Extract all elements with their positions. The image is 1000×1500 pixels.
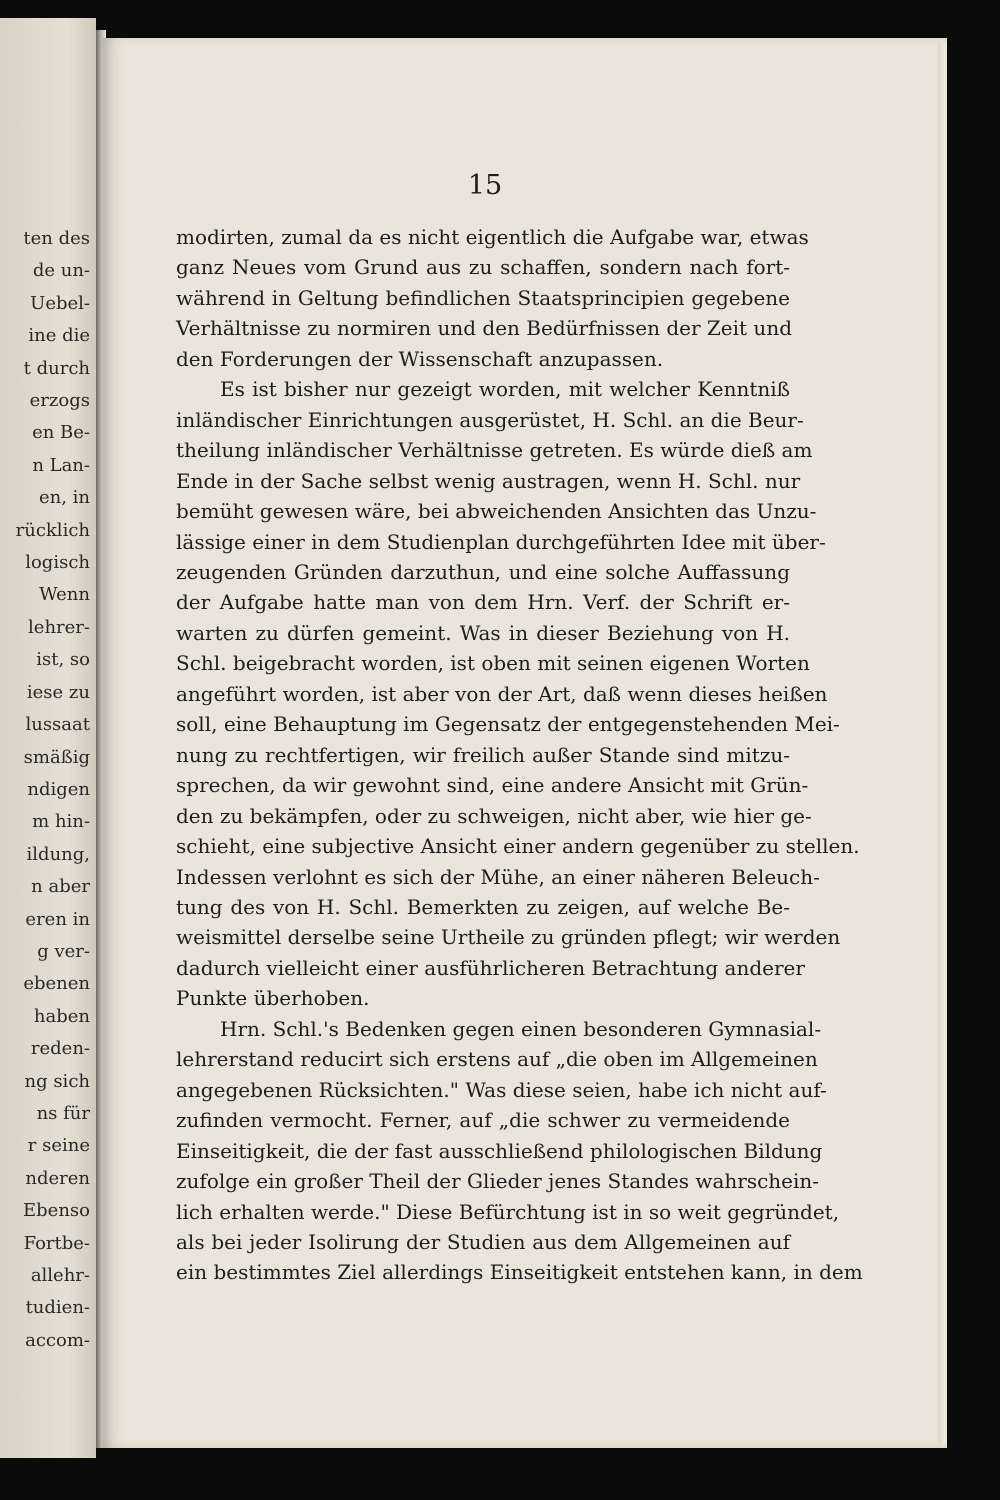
text-line: tung des von H. Schl. Bemerkten zu zeigen, auf welche Be- [176,894,790,919]
left-page-fragment: en Be- [32,422,90,444]
left-page-fragment: Wenn [39,584,90,606]
text-line: den Forderungen der Wissenschaft anzupassen. [176,346,664,371]
text-line: ein bestimmtes Ziel allerdings Einseitigkeit entstehen kann, in dem [176,1260,863,1285]
text-line: modirten, zumal da es nicht eigentlich die Aufgabe war, etwas [176,225,809,249]
left-page-fragment: allehr- [30,1265,90,1286]
text-line: schieht, eine subjective Ansicht einer andern gegenüber zu stellen. [176,834,860,859]
left-page-fragment: Fortbe- [23,1232,90,1254]
left-page-fragment: ebenen [23,973,90,995]
text-line: theilung inländischer Verhältnisse getreten. Es würde dieß am [176,438,813,463]
text-line: Punkte überhoben. [176,986,370,1011]
left-page-fragment: iese zu [26,681,90,703]
text-line: Indessen verlohnt es sich der Mühe, an einer näheren Beleuch- [176,864,820,889]
left-page-fragment: accom- [25,1329,90,1351]
text-line: Es ist bisher nur gezeigt worden, mit welcher Kenntniß [220,377,790,402]
text-line: Hrn. Schl.'s Bedenken gegen einen besonderen Gymnasial- [220,1016,822,1041]
left-page-fragment: n aber [31,876,90,898]
left-page-fragment: ns für [36,1102,90,1124]
left-page-fragment: smäßig [23,746,90,768]
left-page-fragment: r seine [27,1135,90,1157]
left-page-fragment: Uebel- [30,292,90,314]
text-line: Schl. beigebracht worden, ist oben mit seinen eigenen Worten [176,651,810,676]
text-line: den zu bekämpfen, oder zu schweigen, nicht aber, wie hier ge- [176,803,812,828]
left-page-fragment: ist, so [36,649,90,671]
left-page-fragment: logisch [25,552,90,574]
left-page-fragment: ine die [28,325,90,347]
text-line: lich erhalten werde." Diese Befürchtung ist in so weit gegründet, [176,1199,840,1224]
left-page-edge [0,18,96,1458]
text-line: soll, eine Behauptung im Gegensatz der entgegenstehenden Mei- [176,712,840,737]
text-line: nung zu rechtfertigen, wir freilich außer Stande sind mitzu- [176,742,790,767]
text-line: zufolge ein großer Theil der Glieder jenes Standes wahrschein- [176,1169,820,1194]
text-line: zeugenden Gründen darzuthun, und eine solche Auffassung [176,559,790,584]
left-page-fragment: ten des [23,228,90,249]
text-line: während in Geltung befindlichen Staatsprincipien gegebene [176,285,790,310]
left-page-fragment: eren in [25,908,90,930]
left-page-fragment: m hin- [32,811,90,833]
text-line: dadurch vielleicht einer ausführlicheren Betrachtung anderer [176,955,805,980]
text-line: Einseitigkeit, die der fast ausschließend philologischen Bildung [176,1138,823,1163]
left-page-fragment: Ebenso [23,1200,90,1222]
text-line: Verhältnisse zu normiren und den Bedürfnissen der Zeit und [176,316,792,341]
text-line: weismittel derselbe seine Urtheile zu gründen pflegt; wir werden [176,925,841,950]
text-line: sprechen, da wir gewohnt sind, eine andere Ansicht mit Grün- [176,773,809,798]
left-page-fragment: haben [33,1005,90,1027]
left-page-fragment: lussaat [25,714,90,736]
left-page-fragment: erzogs [29,390,90,412]
text-line: lässige einer in dem Studienplan durchgeführten Idee mit über- [176,529,826,554]
text-line: bemüht gewesen wäre, bei abweichenden Ansichten das Unzu- [176,499,817,524]
left-page-fragment: ng sich [24,1070,90,1092]
left-page-fragment: g ver- [37,940,90,962]
text-line: zufinden vermocht. Ferner, auf „die schwer zu vermeidende [176,1108,790,1133]
left-page-fragment: de un- [32,260,90,282]
left-page-fragment: n Lan- [32,454,90,476]
text-line: lehrerstand reducirt sich erstens auf „die oben im Allgemeinen [176,1047,818,1072]
left-page-fragment: reden- [30,1038,90,1060]
left-page-fragment: ildung, [26,843,90,865]
left-page-fragment: t durch [23,357,90,379]
text-line: warten zu dürfen gemeint. Was in dieser Beziehung von H. [176,620,790,645]
text-line: der Aufgabe hatte man von dem Hrn. Verf. der Schrift er- [176,590,790,615]
text-line: angegebenen Rücksichten." Was diese seien, habe ich nicht auf- [176,1077,827,1102]
left-page-fragment: rücklich [15,519,90,541]
text-line: inländischer Einrichtungen ausgerüstet, H. Schl. an die Beur- [176,407,804,432]
left-page-fragment: ndigen [27,778,90,800]
text-line: Ende in der Sache selbst wenig austragen, wenn H. Schl. nur [176,468,801,493]
body-text [176,222,863,1288]
text-line: angeführt worden, ist aber von der Art, daß wenn dieses heißen [176,681,828,706]
text-line: ganz Neues vom Grund aus zu schaffen, sondern nach fort- [176,255,790,280]
left-page-text-fragments [0,223,90,1357]
text-line: als bei jeder Isolirung der Studien aus dem Allgemeinen auf [176,1229,790,1254]
left-page-fragment: nderen [25,1167,90,1189]
page-number: 15 [467,170,503,201]
page-fore-edge [938,42,946,1444]
left-page-fragment: lehrer- [28,616,90,638]
left-page-fragment: en, in [38,487,90,509]
left-page-fragment: tudien- [25,1297,90,1319]
